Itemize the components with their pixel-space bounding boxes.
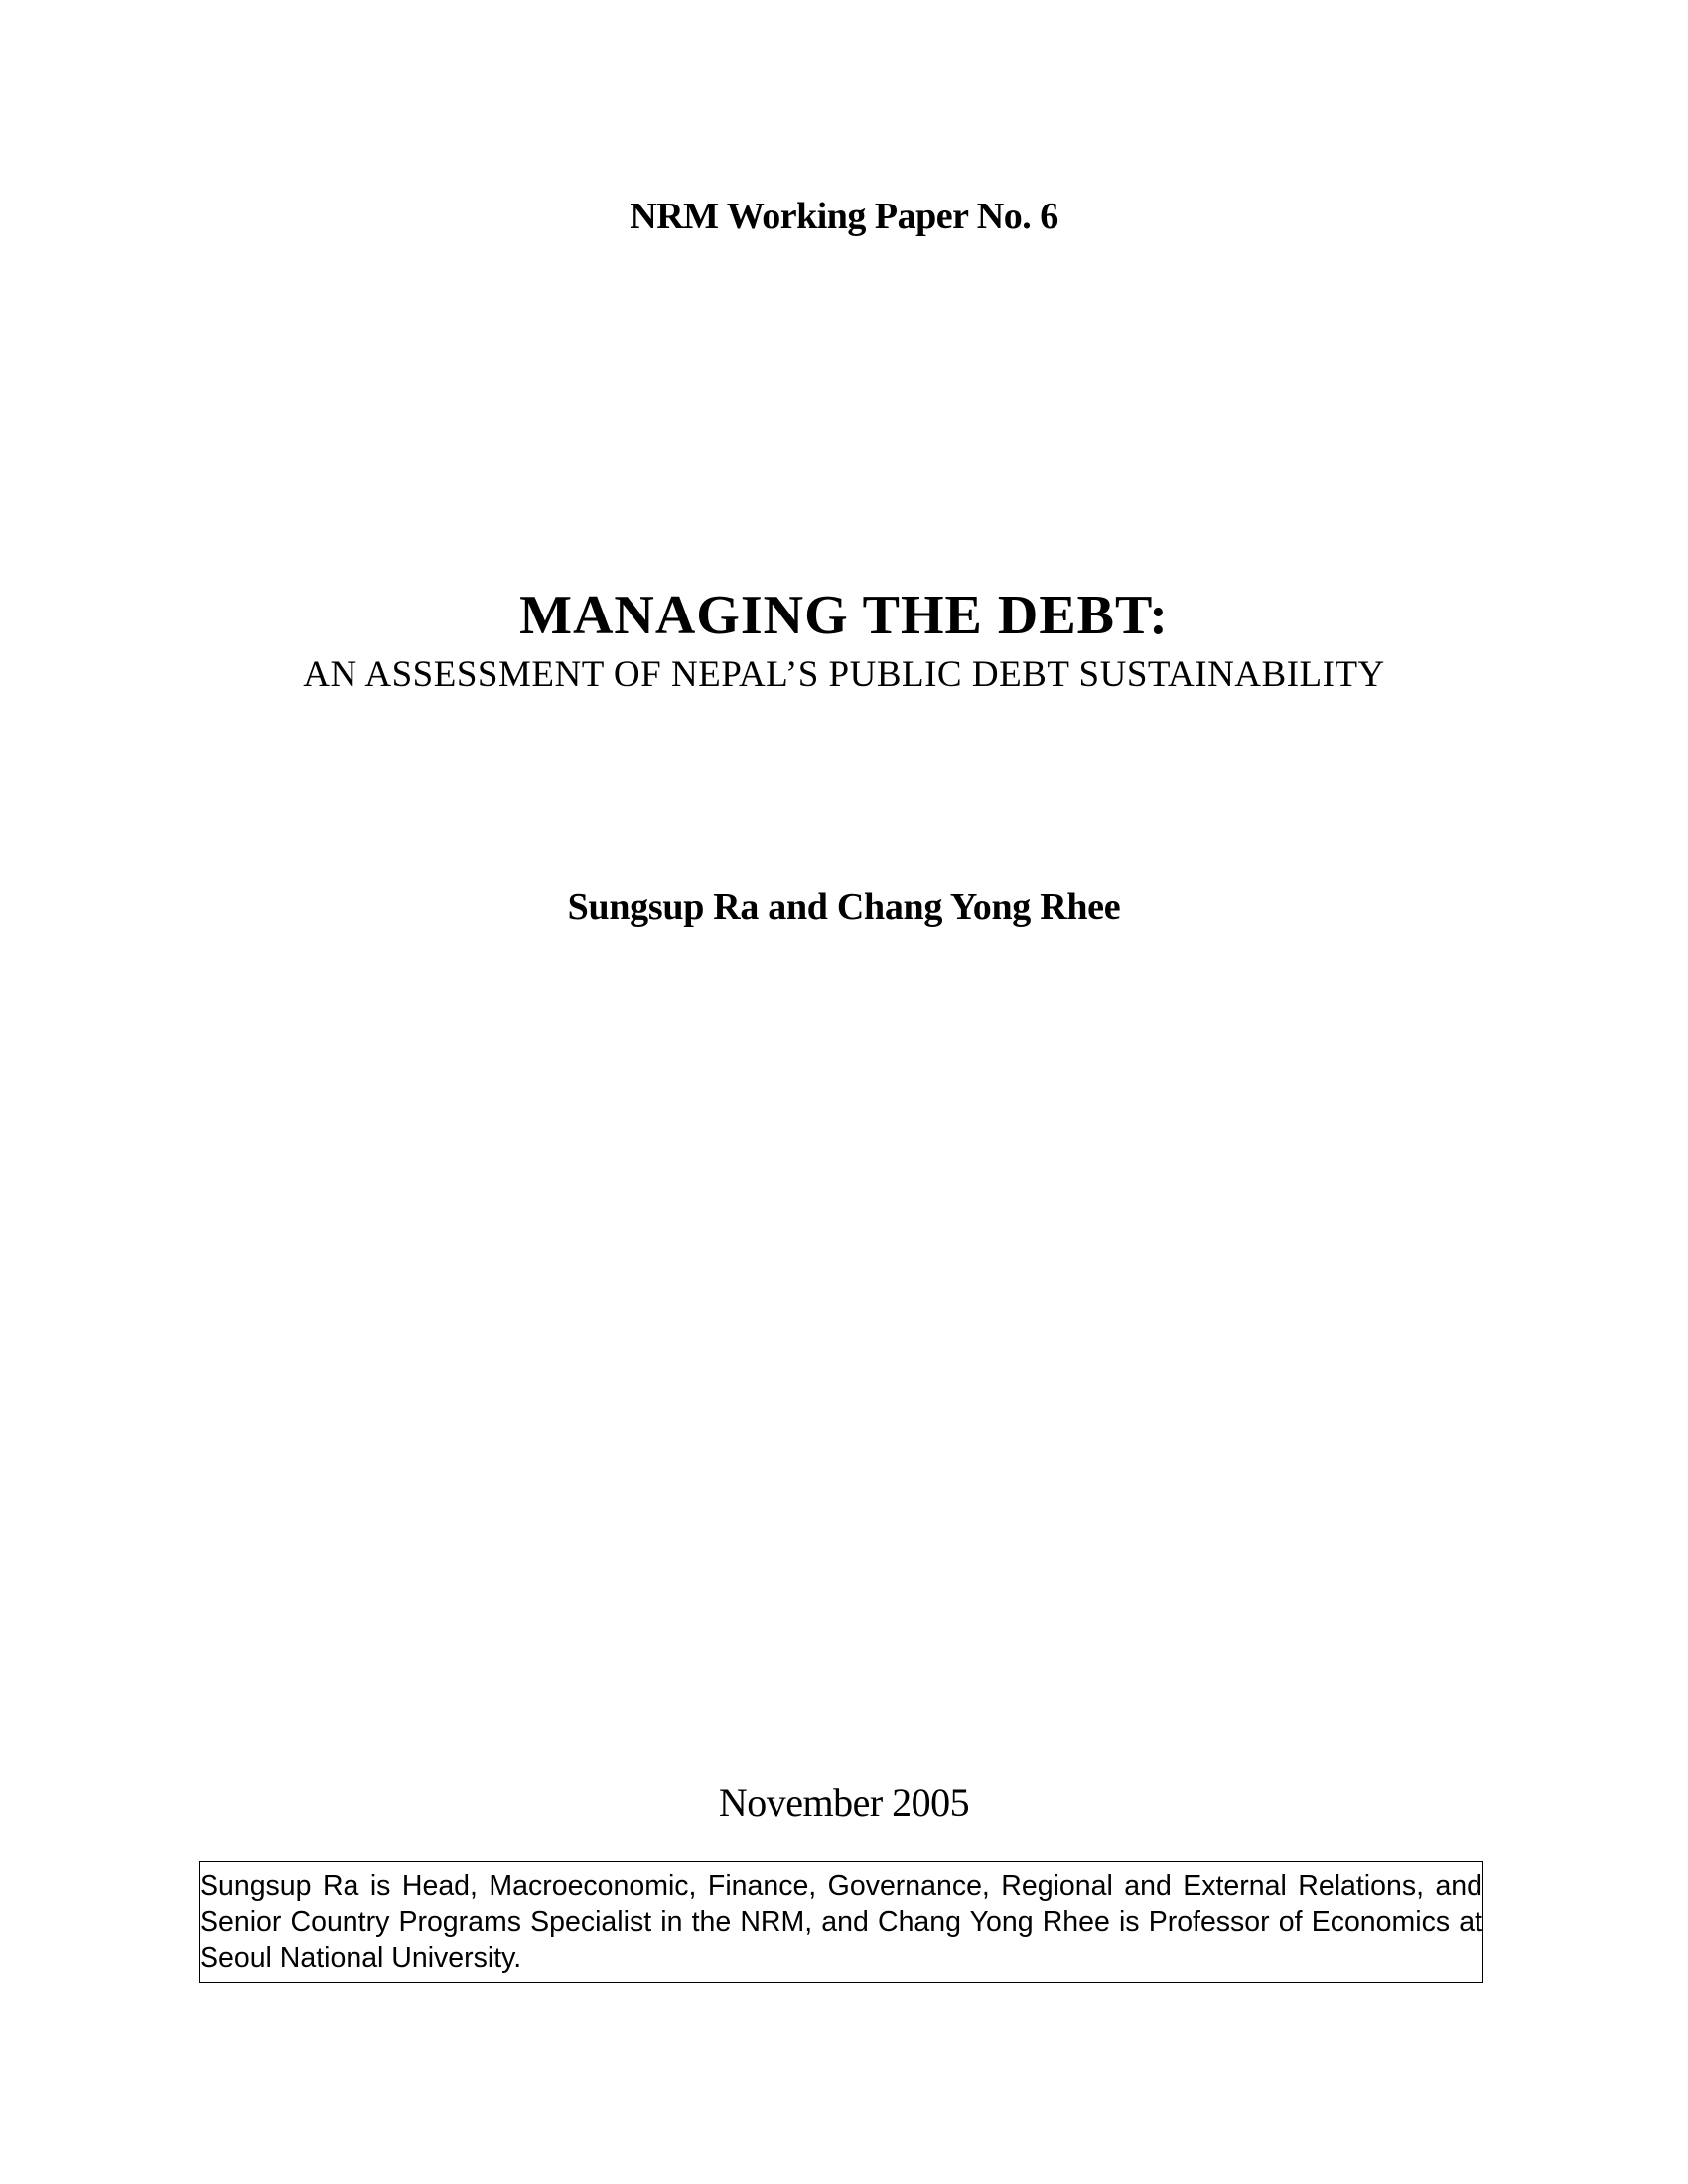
paper-subtitle: AN ASSESSMENT OF NEPAL’S PUBLIC DEBT SUSTAINABILITY: [303, 654, 1385, 695]
publication-date: November 2005: [718, 1780, 970, 1825]
paper-title: MANAGING THE DEBT:: [519, 585, 1169, 646]
author-note: Sungsup Ra is Head, Macroeconomic, Finance, Governance, Regional and External Relations, and Senior Country Programs Specialist in the NRM, and Chang Yong Rhee is Professor of Economics at Seoul National University.: [200, 1870, 1482, 1974]
author-note-box: [199, 1861, 1483, 1983]
authors: Sungsup Ra and Chang Yong Rhee: [567, 887, 1121, 928]
series-label: NRM Working Paper No. 6: [630, 196, 1058, 237]
